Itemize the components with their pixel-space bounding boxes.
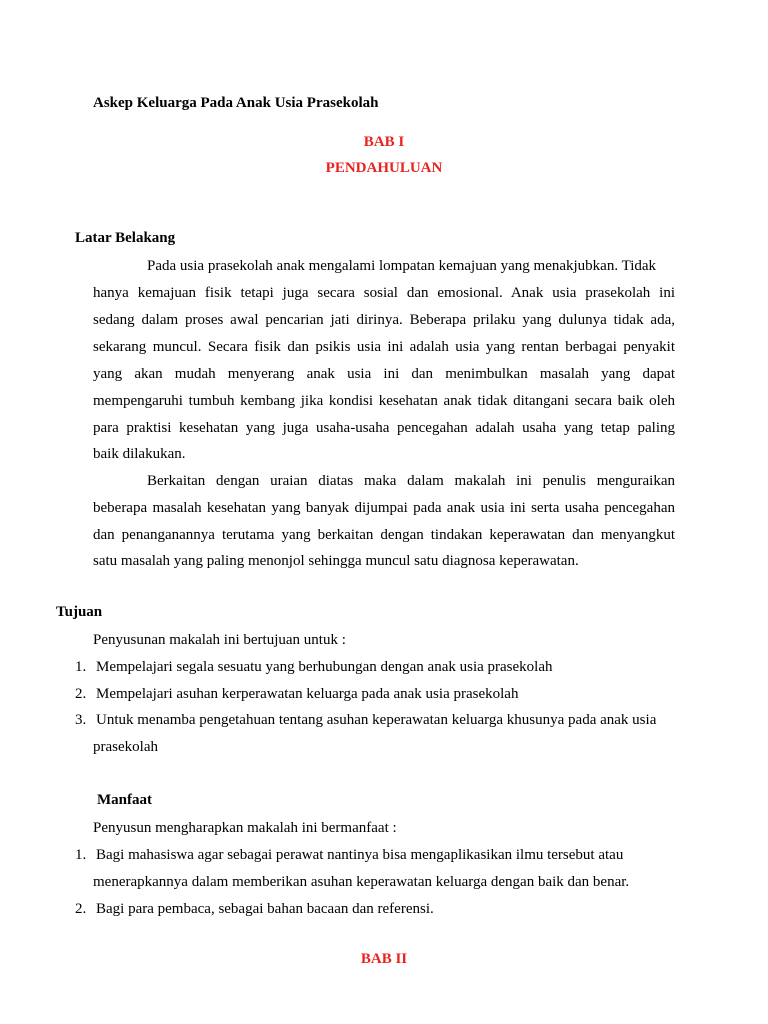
list-item-continuation: menerapkannya dalam memberikan asuhan keperawatan keluarga dengan baik dan benar. (93, 874, 630, 890)
list-item-continuation: prasekolah (93, 739, 158, 755)
paragraph-line: Pada usia prasekolah anak mengalami lompatan kemajuan yang menakjubkan. Tidak (147, 258, 657, 274)
chapter-title: PENDAHULUAN (325, 160, 443, 176)
list-number: 2. (75, 901, 87, 917)
document-title: Askep Keluarga Pada Anak Usia Prasekolah (93, 95, 379, 111)
list-item: Untuk menamba pengetahuan tentang asuhan keperawatan keluarga khusunya pada anak usia (96, 712, 657, 728)
section-heading-manfaat: Manfaat (97, 792, 152, 808)
list-number: 2. (75, 686, 87, 702)
paragraph-line: dan penanganannya terutama yang berkaitan dengan tindakan keperawatan dan menyangkut (93, 527, 675, 543)
section-intro-manfaat: Penyusun mengharapkan makalah ini bermanfaat : (93, 820, 397, 836)
paragraph-line: sekarang muncul. Secara fisik dan psikis usia ini adalah usia yang rentan berbagai penyakit (93, 339, 675, 355)
paragraph-line: yang akan mudah menyerang anak usia ini dan menimbulkan masalah yang dapat (93, 366, 675, 382)
list-item: Mempelajari segala sesuatu yang berhubungan dengan anak usia prasekolah (96, 659, 553, 675)
paragraph-line: baik dilakukan. (93, 446, 186, 462)
chapter-number-2: BAB II (360, 951, 408, 967)
list-number: 1. (75, 847, 87, 863)
list-number: 1. (75, 659, 87, 675)
section-heading-latar-belakang: Latar Belakang (75, 230, 176, 246)
paragraph-line: hanya kemajuan fisik tetapi juga secara sosial dan emosional. Anak usia prasekolah ini (93, 285, 675, 301)
section-heading-tujuan: Tujuan (56, 604, 103, 620)
paragraph-line: sedang dalam proses awal pencarian jati dirinya. Beberapa prilaku yang dulunya tidak ada, (93, 312, 675, 328)
list-item: Bagi mahasiswa agar sebagai perawat nantinya bisa mengaplikasikan ilmu tersebut atau (96, 847, 624, 863)
list-number: 3. (75, 712, 87, 728)
list-item: Bagi para pembaca, sebagai bahan bacaan dan referensi. (96, 901, 434, 917)
paragraph-line: para praktisi kesehatan yang juga usaha-usaha pencegahan adalah usaha yang tetap paling (93, 420, 675, 436)
paragraph-line: beberapa masalah kesehatan yang banyak dijumpai pada anak usia ini serta usaha pencegahan (93, 500, 675, 516)
paragraph-line: Berkaitan dengan uraian diatas maka dalam makalah ini penulis menguraikan (147, 473, 675, 489)
paragraph-line: mempengaruhi tumbuh kembang jika kondisi kesehatan anak tidak ditangani secara baik oleh (93, 393, 675, 409)
section-intro-tujuan: Penyusunan makalah ini bertujuan untuk : (93, 632, 346, 648)
paragraph-line: satu masalah yang paling menonjol sehingga muncul satu diagnosa keperawatan. (93, 553, 579, 569)
list-item: Mempelajari asuhan kerperawatan keluarga pada anak usia prasekolah (96, 686, 519, 702)
chapter-number: BAB I (363, 134, 405, 150)
